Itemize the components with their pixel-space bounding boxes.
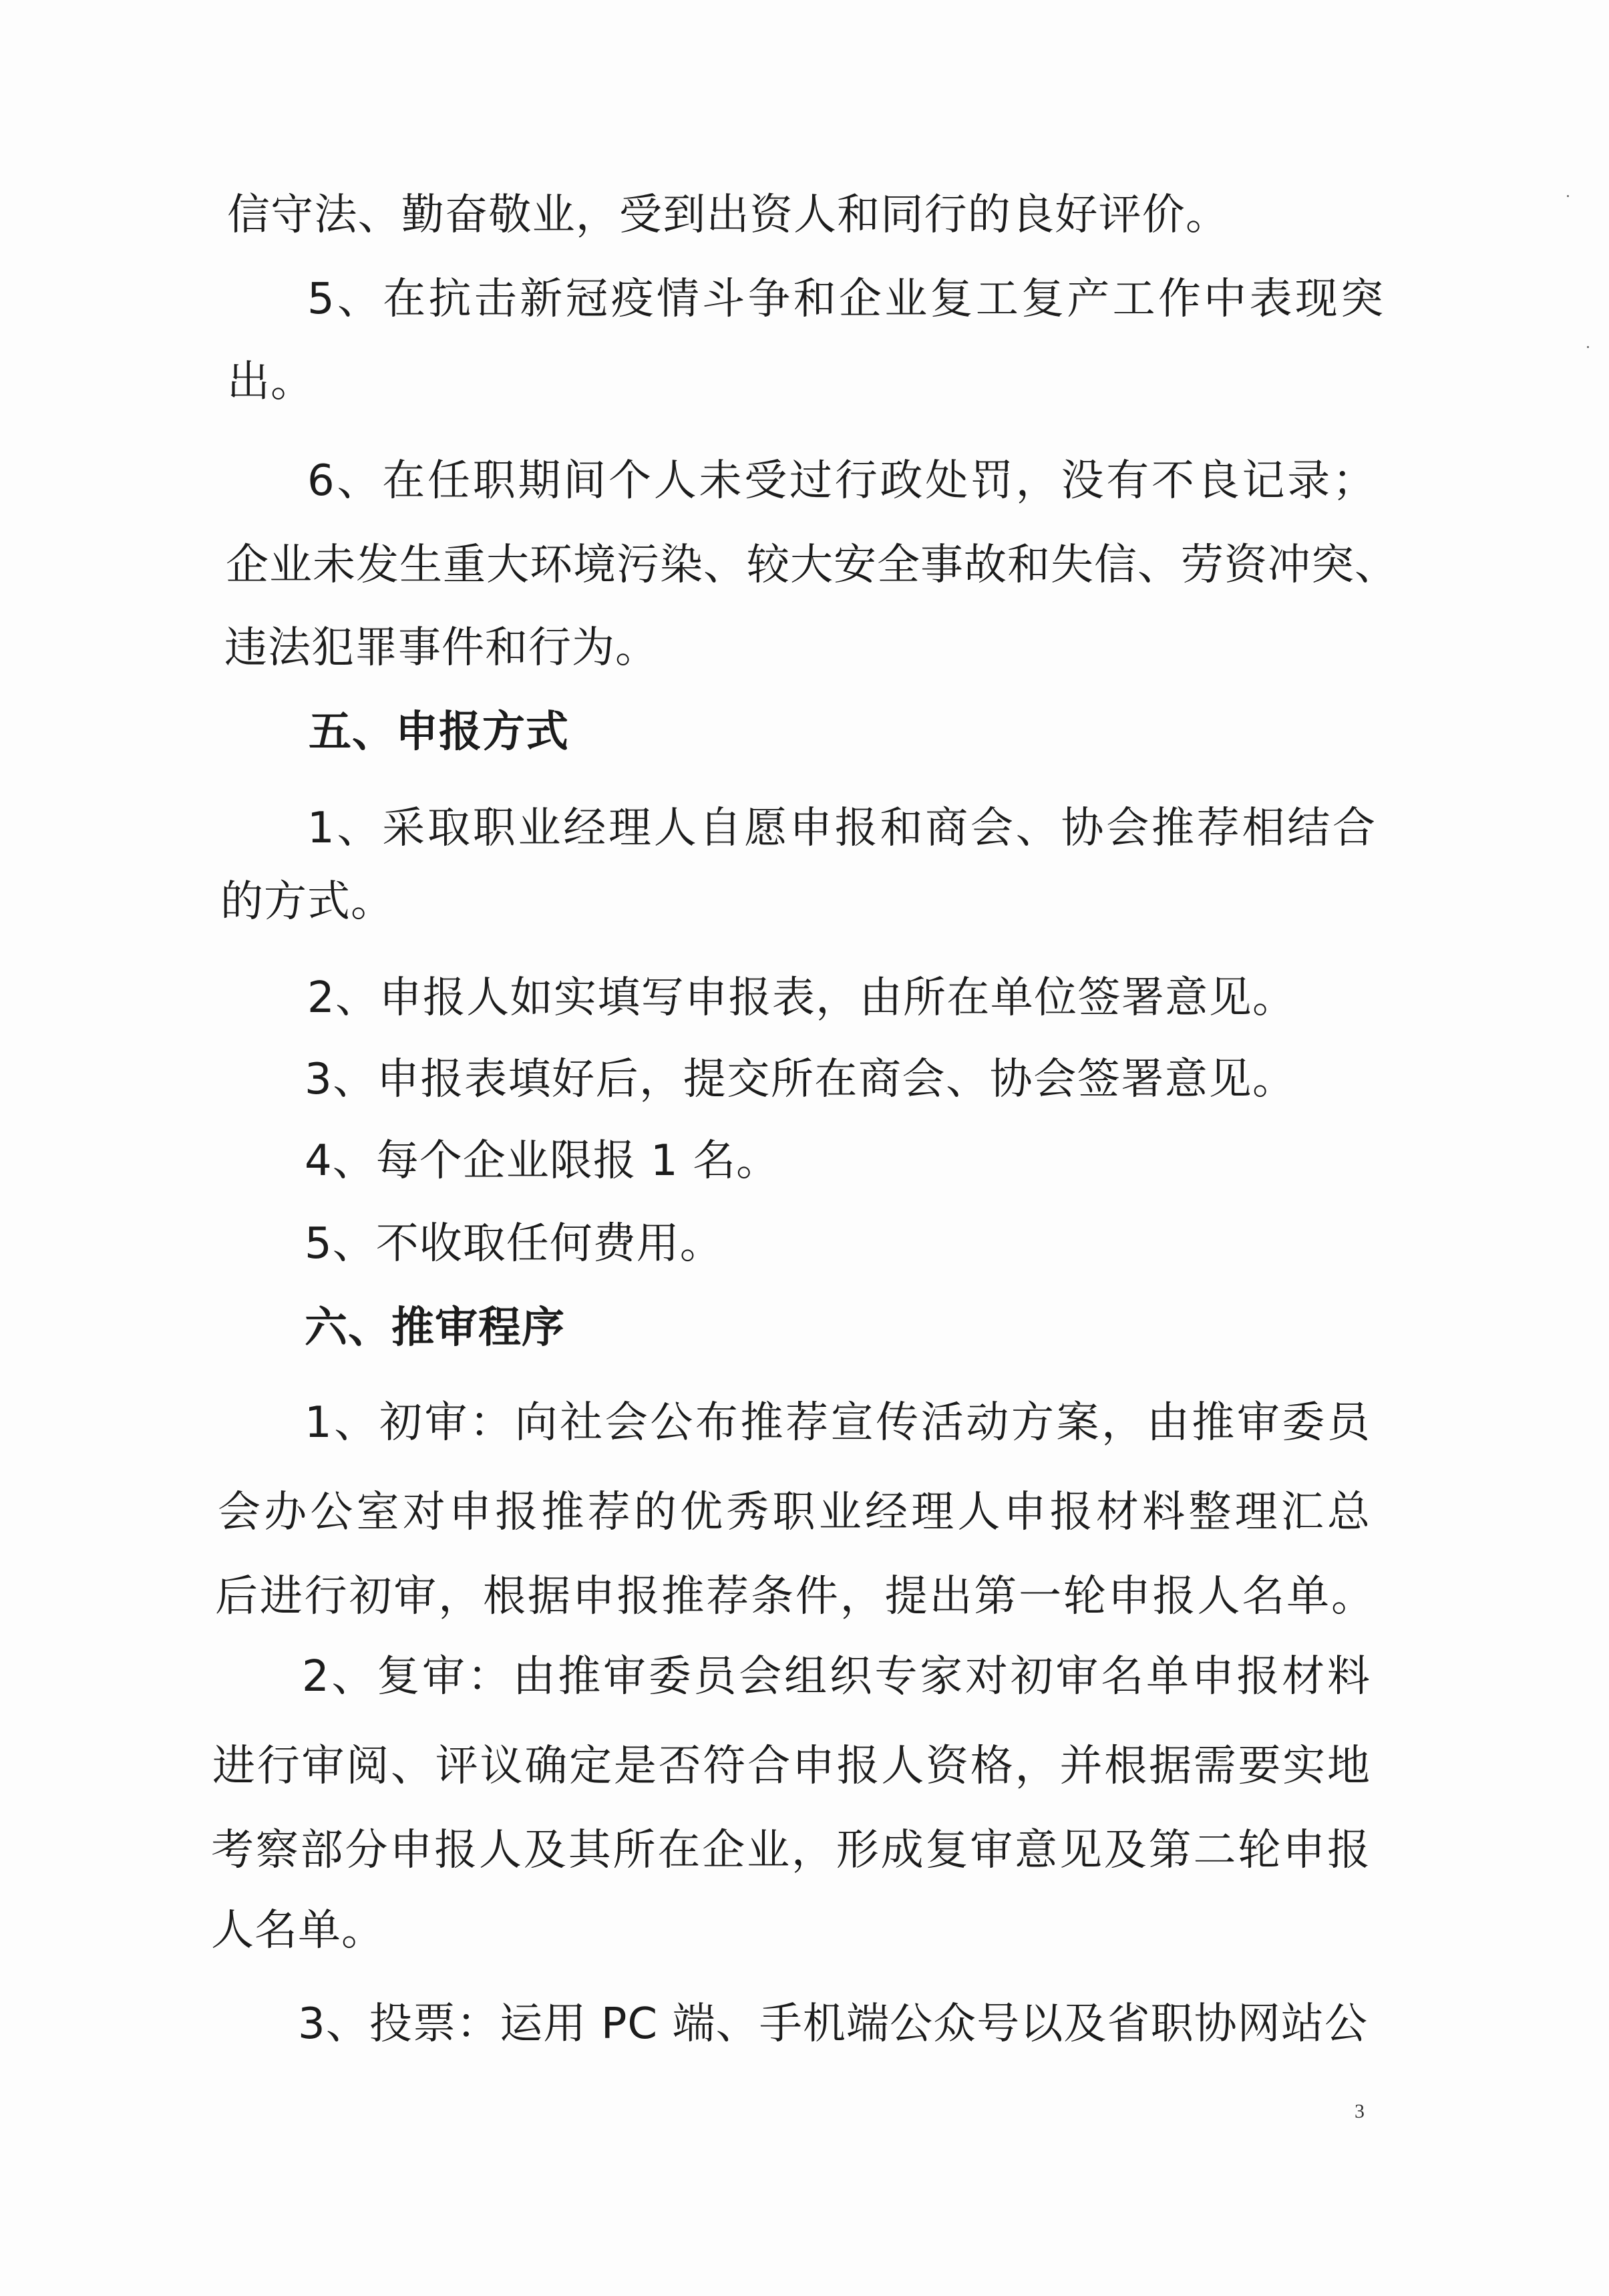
page-number: 3	[1355, 2100, 1365, 2122]
list-item-6-line: 6、在任职期间个人未受过行政处罚，没有不良记录；	[307, 456, 1376, 506]
list-item-5-line: 出。	[227, 357, 314, 407]
list-item-5-line: 5、在抗击新冠疫情斗争和企业复工复产工作中表现突	[307, 275, 1384, 324]
review-step-1-line: 会办公室对申报推荐的优秀职业经理人申报材料整理汇总	[218, 1488, 1371, 1537]
review-step-1-line: 后进行初审，根据申报推荐条件，提出第一轮申报人名单。	[215, 1572, 1375, 1621]
list-item-5-line: 5、不收取任何费用。	[305, 1219, 723, 1269]
list-item-2-line: 2、申报人如实填写申报表，由所在单位签署意见。	[307, 973, 1296, 1023]
review-step-2-line: 进行审阅、评议确定是否符合申报人资格，并根据需要实地	[212, 1742, 1371, 1791]
list-item-3-line: 3、申报表填好后，提交所在商会、协会签署意见。	[305, 1055, 1296, 1104]
review-step-3-line: 3、投票：运用 PC 端、手机端公众号以及省职协网站公	[298, 1999, 1368, 2049]
section-heading-review-procedure: 六、推审程序	[305, 1303, 565, 1353]
list-item-4-line: 4、每个企业限报 1 名。	[305, 1136, 780, 1186]
review-step-2-line: 人名单。	[211, 1906, 385, 1955]
list-item-6-line: 违法犯罪事件和行为。	[224, 623, 659, 673]
paragraph-line: 信守法、勤奋敬业，受到出资人和同行的良好评价。	[227, 190, 1229, 240]
review-step-2-line: 考察部分申报人及其所在企业，形成复审意见及第二轮申报	[211, 1826, 1371, 1875]
list-item-6-line: 企业未发生重大环境污染、较大安全事故和失信、劳资冲突、	[226, 540, 1398, 590]
list-item-1-line: 的方式。	[220, 877, 394, 927]
section-heading-declaration-method: 五、申报方式	[309, 707, 569, 757]
scan-speck	[1587, 346, 1589, 348]
scan-speck	[1567, 195, 1569, 197]
review-step-1-line: 1、初审：向社会公布推荐宣传活动方案，由推审委员	[305, 1398, 1371, 1448]
review-step-2-line: 2、复审：由推审委员会组织专家对初审名单申报材料	[302, 1652, 1371, 1701]
list-item-1-line: 1、采取职业经理人自愿申报和商会、协会推荐相结合	[307, 804, 1376, 853]
